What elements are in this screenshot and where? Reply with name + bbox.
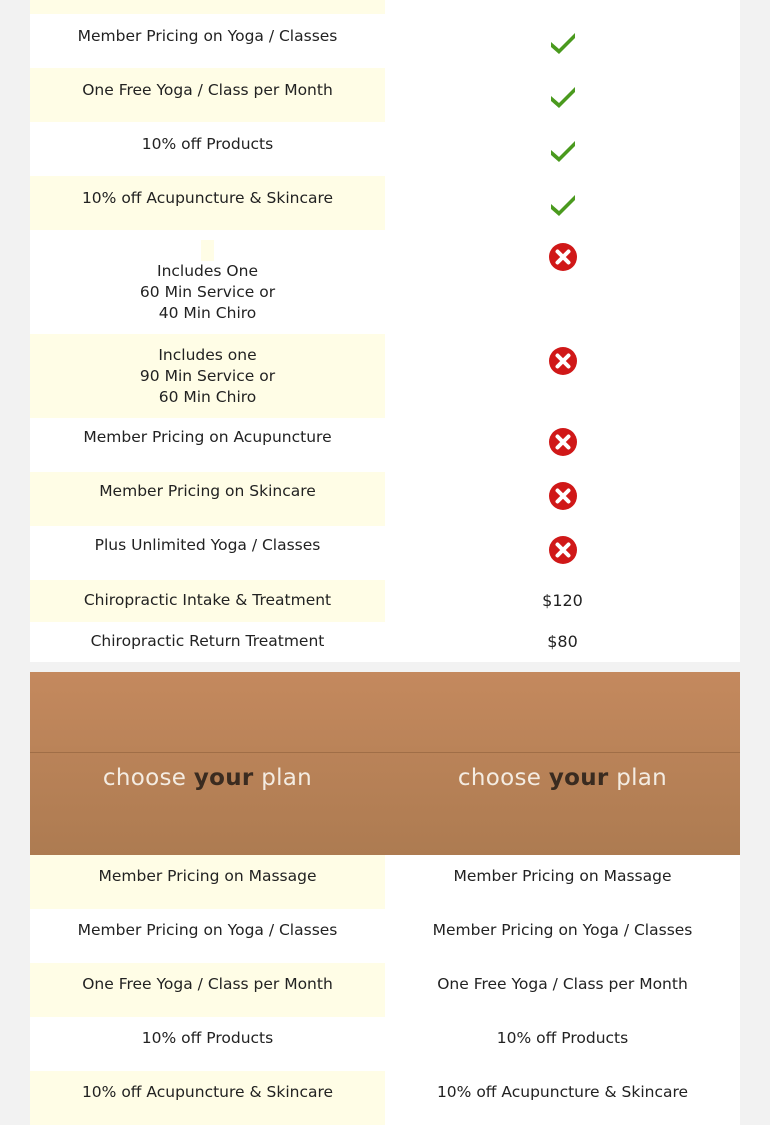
plans-header — [30, 672, 740, 855]
feature-label: Member Pricing on Skincare — [30, 472, 385, 526]
feature-label-left: One Free Yoga / Class per Month — [30, 963, 385, 1017]
feature-label-right: Member Pricing on Massage — [453, 867, 672, 885]
feature-label-left: Member Pricing on Yoga / Classes — [77, 921, 338, 939]
check-icon — [548, 80, 578, 110]
x-circle-icon — [548, 242, 578, 272]
table-row — [30, 14, 740, 68]
table-row — [30, 418, 740, 472]
feature-label: Includes one 90 Min Service or 60 Min Chiro — [30, 334, 385, 418]
check-icon — [548, 188, 578, 218]
table-row — [30, 472, 740, 526]
feature-label: 10% off Acupuncture & Skincare — [30, 176, 385, 230]
feature-label: Member Pricing on Acupuncture — [83, 428, 332, 446]
feature-label: Includes One 60 Min Service or 40 Min Chiro — [30, 230, 385, 334]
table-row — [30, 526, 740, 580]
choose-plan-title-left: choose your plan — [102, 765, 313, 791]
table-row — [30, 176, 740, 230]
table-row — [30, 230, 740, 334]
feature-label-right: Member Pricing on Yoga / Classes — [432, 921, 693, 939]
table-row — [30, 122, 740, 176]
feature-label: 10% off Products — [141, 135, 274, 153]
header-divider — [30, 752, 740, 753]
feature-label: Chiropractic Return Treatment — [90, 632, 325, 650]
table-row — [30, 1071, 740, 1125]
feature-label-left: 10% off Acupuncture & Skincare — [30, 1071, 385, 1125]
feature-label-left: 10% off Products — [141, 1029, 274, 1047]
price-value: $120 — [542, 591, 583, 610]
table-row — [30, 68, 740, 122]
feature-label-left: Member Pricing on Massage — [30, 855, 385, 909]
table-row — [30, 622, 740, 662]
feature-label: Chiropractic Intake & Treatment — [30, 580, 385, 622]
feature-label: Member Pricing on Yoga / Classes — [77, 27, 338, 45]
feature-label-right: One Free Yoga / Class per Month — [437, 975, 688, 993]
price-value: $80 — [547, 632, 578, 651]
feature-label-right: 10% off Acupuncture & Skincare — [436, 1083, 689, 1101]
x-circle-icon — [548, 427, 578, 457]
table-row — [30, 580, 740, 622]
check-icon — [548, 26, 578, 56]
feature-label-right: 10% off Products — [496, 1029, 629, 1047]
table-row — [30, 909, 740, 963]
table-row — [30, 855, 740, 909]
check-icon — [548, 134, 578, 164]
choose-plan-title-right: choose your plan — [457, 765, 668, 791]
feature-label: Plus Unlimited Yoga / Classes — [94, 536, 321, 554]
table-row — [30, 334, 740, 418]
x-circle-icon — [548, 535, 578, 565]
feature-label: One Free Yoga / Class per Month — [30, 68, 385, 122]
comparison-table-top — [30, 0, 740, 662]
table-row — [30, 963, 740, 1017]
x-circle-icon — [548, 481, 578, 511]
highlight-mark — [201, 240, 214, 261]
table-row — [30, 1017, 740, 1071]
x-circle-icon — [548, 346, 578, 376]
comparison-table-bottom — [30, 855, 740, 1125]
